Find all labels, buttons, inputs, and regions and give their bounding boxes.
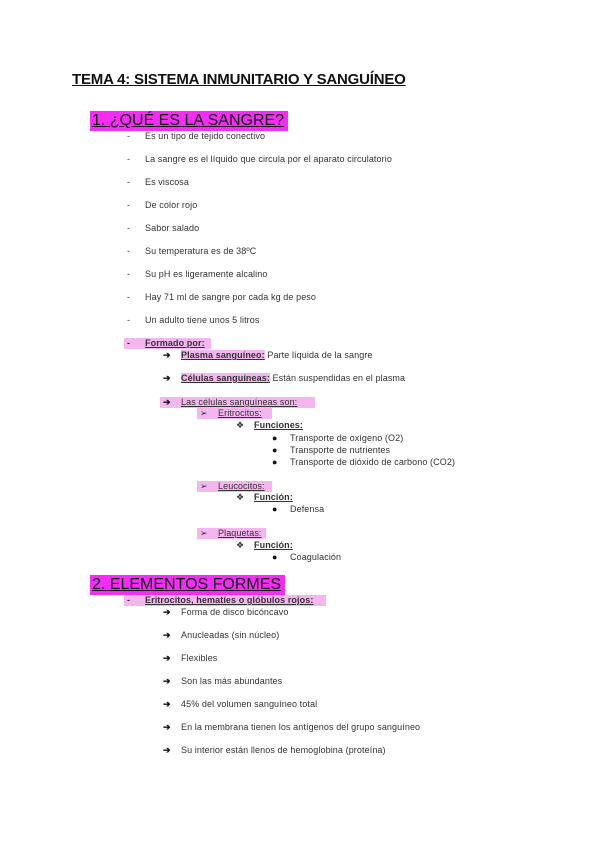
list-dash: - (127, 595, 130, 605)
diamond-icon: ❖ (236, 420, 245, 430)
arrow-icon: ➔ (163, 722, 171, 732)
list-item: Sabor salado (145, 223, 200, 233)
list-dash: - (127, 338, 130, 348)
arrow-icon: ➔ (163, 630, 171, 640)
list-dash: - (127, 154, 130, 164)
bullet-icon: ● (272, 445, 278, 455)
list-item: Hay 71 ml de sangre por cada kg de peso (145, 292, 317, 302)
funcion-label: Función: (254, 540, 293, 550)
funciones-label: Funciones: (254, 420, 304, 430)
list-dash: - (127, 200, 130, 210)
list-item: La sangre es el líquido que circula por el aparato circulatorio (145, 154, 392, 164)
triangle-icon: ➢ (200, 481, 208, 491)
list-dash: - (127, 131, 130, 141)
page-title: TEMA 4: SISTEMA INMUNITARIO Y SANGUÍNEO (72, 71, 406, 88)
list-item: Transporte de dióxido de carbono (CO2) (290, 457, 456, 467)
bullet-icon: ● (272, 457, 278, 467)
triangle-icon: ➢ (200, 408, 208, 418)
arrow-icon: ➔ (163, 699, 171, 709)
arrow-icon: ➔ (163, 745, 171, 755)
list-item: Su interior están llenos de hemoglobina (proteína) (181, 745, 386, 755)
plasma-row (181, 350, 373, 360)
diamond-icon: ❖ (236, 540, 245, 550)
list-item: Son las más abundantes (181, 676, 283, 686)
list-dash: - (127, 246, 130, 256)
list-item: Su temperatura es de 38ºC (145, 246, 257, 256)
list-item: Flexibles (181, 653, 218, 663)
section-heading-elementos-formes: 2. ELEMENTOS FORMES (90, 575, 285, 595)
leucocitos-label: Leucocitos: (218, 481, 265, 491)
plasma-label: Plasma sanguíneo: (181, 350, 265, 360)
plaquetas-label: Plaquetas: (218, 528, 262, 538)
list-item: Un adulto tiene unos 5 litros (145, 315, 260, 325)
section-heading-sangre: 1. ¿QUÉ ES LA SANGRE? (90, 111, 288, 131)
plasma-text: Parte líquida de la sangre (264, 350, 373, 360)
eritrocitos-sub-label: Eritrocitos, hematíes o glóbulos rojos: (145, 595, 314, 605)
list-item: Anucleadas (sin núcleo) (181, 630, 280, 640)
list-item: 45% del volumen sanguíneo total (181, 699, 318, 709)
list-item: De color rojo (145, 200, 198, 210)
list-item: Defensa (290, 504, 325, 514)
funcion-label: Función: (254, 492, 293, 502)
list-item: Transporte de oxígeno (O2) (290, 433, 404, 443)
bullet-icon: ● (272, 552, 278, 562)
formado-por-label: Formado por: (145, 338, 205, 348)
eritrocitos-label: Eritrocitos: (218, 408, 262, 418)
list-item: En la membrana tienen los antígenos del grupo sanguíneo (181, 722, 421, 732)
arrow-icon: ➔ (163, 373, 171, 383)
celulas-text: Están suspendidas en el plasma (269, 373, 406, 383)
arrow-icon: ➔ (163, 607, 171, 617)
list-item: Forma de disco bicóncavo (181, 607, 289, 617)
celulas-row (181, 373, 405, 383)
bullet-icon: ● (272, 504, 278, 514)
list-dash: - (127, 315, 130, 325)
celulas-label: Células sanguíneas: (181, 373, 270, 383)
list-dash: - (127, 269, 130, 279)
list-item: Es viscosa (145, 177, 190, 187)
diamond-icon: ❖ (236, 492, 245, 502)
celulas-son-label: Las células sanguíneas son: (181, 397, 298, 407)
arrow-icon: ➔ (163, 350, 171, 360)
list-dash: - (127, 223, 130, 233)
list-item: Es un tipo de tejido conectivo (145, 131, 266, 141)
list-item: Su pH es ligeramente alcalino (145, 269, 268, 279)
list-item: Coagulación (290, 552, 342, 562)
arrow-icon: ➔ (163, 676, 171, 686)
arrow-icon: ➔ (163, 397, 171, 407)
list-dash: - (127, 177, 130, 187)
bullet-icon: ● (272, 433, 278, 443)
triangle-icon: ➢ (200, 528, 208, 538)
list-item: Transporte de nutrientes (290, 445, 391, 455)
arrow-icon: ➔ (163, 653, 171, 663)
list-dash: - (127, 292, 130, 302)
